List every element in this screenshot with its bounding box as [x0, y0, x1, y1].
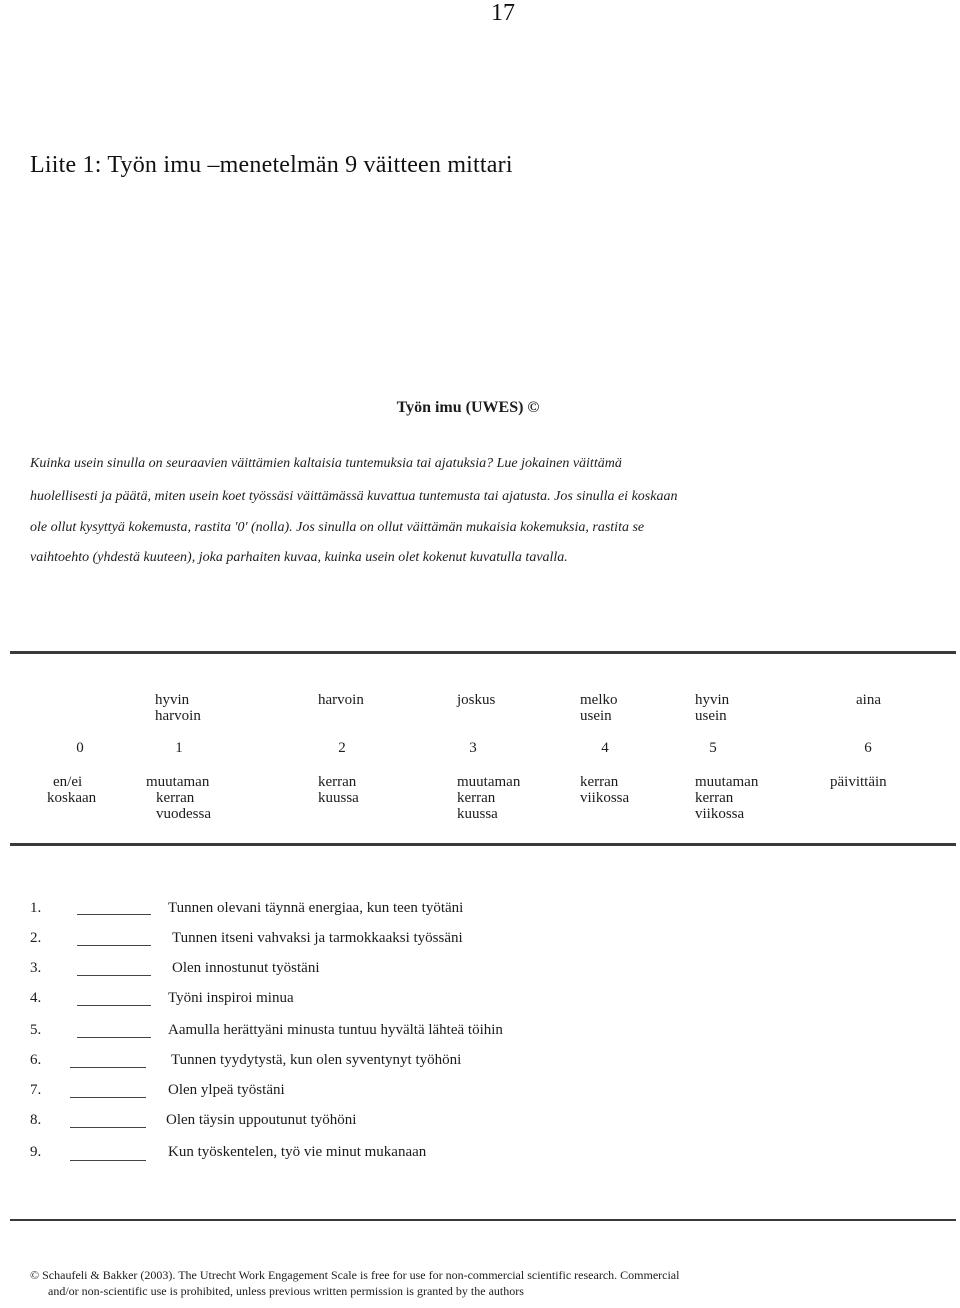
scale-value-2: 2 — [338, 740, 346, 756]
scale-frequency-1: muutaman kerran vuodessa — [146, 774, 211, 822]
scale-label-4: melko usein — [580, 692, 618, 724]
item-number: 7. — [30, 1082, 42, 1098]
scale-label-5: hyvin usein — [695, 692, 730, 724]
scale-value-1: 1 — [175, 740, 183, 756]
instruction-line: ole ollut kysyttyä kokemusta, rastita '0' (nolla). Jos sinulla on ollut väittämän mukaisia kokemuksia, rastita se — [30, 520, 645, 535]
scale-value-5: 5 — [709, 740, 717, 756]
scale-frequency-6: päivittäin — [830, 774, 887, 790]
answer-blank[interactable] — [77, 1037, 151, 1038]
page-number: 17 — [491, 0, 515, 26]
scale-frequency-3: muutaman kerran kuussa — [457, 774, 521, 822]
scale-label-1: hyvin harvoin — [155, 692, 201, 724]
item-text: Tunnen itseni vahvaksi ja tarmokkaaksi työssäni — [172, 930, 463, 946]
divider — [10, 651, 956, 654]
answer-blank[interactable] — [77, 945, 151, 946]
answer-blank[interactable] — [77, 1005, 151, 1006]
scale-frequency-2: kerran kuussa — [318, 774, 359, 806]
item-text: Olen täysin uppoutunut työhöni — [166, 1112, 357, 1128]
item-number: 4. — [30, 990, 42, 1006]
instruction-line: vaihtoehto (yhdestä kuuteen), joka parhaiten kuvaa, kuinka usein olet kokenut kuvatulla tavalla. — [30, 550, 568, 565]
scale-frequency-5: muutaman kerran viikossa — [695, 774, 759, 822]
item-text: Tunnen tyydytystä, kun olen syventynyt työhöni — [171, 1052, 462, 1068]
scale-label-3: joskus — [457, 692, 496, 708]
divider — [10, 1219, 956, 1221]
item-number: 6. — [30, 1052, 42, 1068]
scale-value-4: 4 — [601, 740, 609, 756]
item-number: 3. — [30, 960, 42, 976]
scale-label-2: harvoin — [318, 692, 364, 708]
item-number: 8. — [30, 1112, 42, 1128]
item-text: Tunnen olevani täynnä energiaa, kun teen työtäni — [168, 900, 464, 916]
answer-blank[interactable] — [70, 1097, 146, 1098]
scale-label-6: aina — [856, 692, 881, 708]
divider — [10, 843, 956, 846]
appendix-heading: Liite 1: Työn imu –menetelmän 9 väitteen mittari — [30, 152, 513, 178]
scale-value-3: 3 — [469, 740, 477, 756]
item-text: Aamulla herättyäni minusta tuntuu hyvältä lähteä töihin — [168, 1022, 503, 1038]
item-number: 1. — [30, 900, 42, 916]
item-text: Olen innostunut työstäni — [172, 960, 320, 976]
scale-frequency-4: kerran viikossa — [580, 774, 630, 806]
answer-blank[interactable] — [77, 914, 151, 915]
answer-blank[interactable] — [77, 975, 151, 976]
questionnaire-title: Työn imu (UWES) © — [396, 399, 540, 416]
item-number: 2. — [30, 930, 42, 946]
copyright-notice: © Schaufeli & Bakker (2003). The Utrecht Work Engagement Scale is free for use for non-commercial scientific research. Commercial — [30, 1268, 680, 1282]
item-number: 9. — [30, 1144, 42, 1160]
item-text: Työni inspiroi minua — [168, 990, 294, 1006]
answer-blank[interactable] — [70, 1160, 146, 1161]
instruction-line: huolellisesti ja päätä, miten usein koet työssäsi väittämässä kuvattua tuntemusta tai ajatusta. Jos sinulla ei koskaan — [30, 489, 678, 504]
copyright-notice: and/or non-scientific use is prohibited, unless previous written permission is granted by the authors — [48, 1284, 524, 1298]
answer-blank[interactable] — [70, 1067, 146, 1068]
item-text: Kun työskentelen, työ vie minut mukanaan — [168, 1144, 427, 1160]
answer-blank[interactable] — [70, 1127, 146, 1128]
scale-value-6: 6 — [864, 740, 872, 756]
scale-value-0: 0 — [76, 740, 84, 756]
scale-frequency-0: en/ei koskaan — [47, 774, 97, 806]
item-number: 5. — [30, 1022, 42, 1038]
item-text: Olen ylpeä työstäni — [168, 1082, 285, 1098]
instruction-line: Kuinka usein sinulla on seuraavien väittämien kaltaisia tuntemuksia tai ajatuksia? Lue jokainen väittämä — [30, 456, 622, 471]
